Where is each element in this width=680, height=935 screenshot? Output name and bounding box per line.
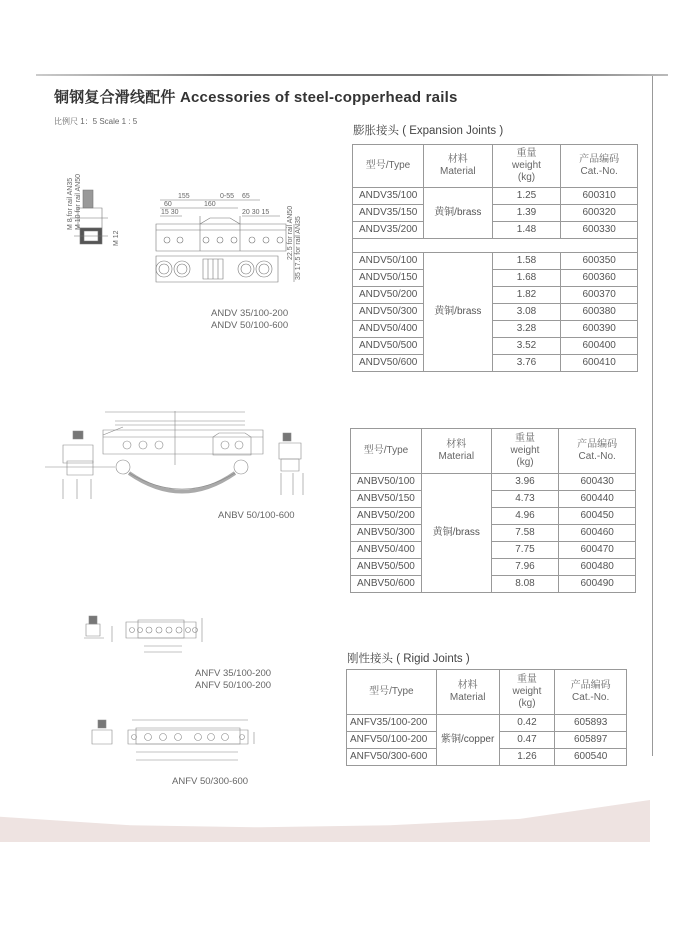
svg-text:M 10 for rail AN50: M 10 for rail AN50 [75, 173, 82, 230]
anbv-table [350, 428, 636, 593]
material-cell: 黄铜/brass [421, 474, 491, 593]
table-row: ANBV50/500 7.96 600480 [351, 559, 636, 576]
table-row: ANFV50/300-600 1.26 600540 [347, 749, 627, 766]
table-row: ANDV50/500 3.52 600400 [353, 338, 638, 355]
header-cat-no: 产品编码 Cat.-No. [559, 429, 636, 474]
header-material: 材料 Material [436, 670, 499, 715]
table-row: ANDV50/600 3.76 600410 [353, 355, 638, 372]
anfv-long-caption: ANFV 50/300-600 [172, 776, 249, 787]
table-row: ANDV35/100 黄铜/brass 1.25 600310 [353, 188, 638, 205]
svg-text:160: 160 [204, 201, 216, 208]
header-material: 材料 Material [423, 145, 492, 188]
svg-text:65: 65 [242, 193, 250, 200]
rigid-joints-title: 刚性接头 ( Rigid Joints ) [347, 653, 470, 665]
header-weight: 重量 weight (kg) [492, 145, 561, 188]
table-row: ANDV50/100 黄铜/brass 1.58 600350 [353, 253, 638, 270]
clamp-head-icon [83, 190, 93, 208]
scale-note: 比例尺 1：5 Scale 1 : 5 [54, 117, 138, 126]
header-cat-no: 产品编码 Cat.-No. [555, 670, 627, 715]
svg-text:M 8 for rail AN35: M 8 for rail AN35 [67, 177, 74, 230]
table-row: ANDV35/150 1.39 600320 [353, 205, 638, 222]
table-row: ANFV35/100-200 紫铜/copper 0.42 605893 [347, 715, 627, 732]
page-title: 铜钢复合滑线配件 Accessories of steel-copperhead rails [54, 89, 458, 106]
header-material: 材料 Material [421, 429, 491, 474]
expansion-joints-title: 膨胀接头 ( Expansion Joints ) [353, 125, 504, 137]
andv-caption: ANDV 35/100-200 ANDV 50/100-600 [211, 308, 289, 331]
table-row: ANBV50/300 7.58 600460 [351, 525, 636, 542]
table-row: ANBV50/400 7.75 600470 [351, 542, 636, 559]
header-rule [36, 74, 668, 76]
table-row: ANDV50/150 1.68 600360 [353, 270, 638, 287]
header-weight: 重量 weight (kg) [491, 429, 559, 474]
table-header-row [353, 145, 638, 188]
expansion-joints-table [352, 144, 638, 372]
header-weight: 重量 weight (kg) [499, 670, 555, 715]
table-row: ANDV50/400 3.28 600390 [353, 321, 638, 338]
svg-text:22.5 for rail AN50: 22.5 for rail AN50 [287, 205, 294, 260]
material-cell: 黄铜/brass [423, 253, 492, 372]
table-row: ANBV50/100 黄铜/brass 3.96 600430 [351, 474, 636, 491]
table-spacer-row [353, 239, 638, 253]
header-type: 型号/Type [353, 145, 424, 188]
svg-text:155: 155 [178, 193, 190, 200]
table-row: ANBV50/600 8.08 600490 [351, 576, 636, 593]
andv-technical-drawing [60, 173, 302, 300]
anfv-short-caption: ANFV 35/100-200 ANFV 50/100-200 [195, 668, 272, 691]
rigid-joints-table [346, 669, 627, 766]
svg-text:15 30: 15 30 [161, 209, 179, 216]
svg-text:60: 60 [164, 201, 172, 208]
table-row: ANBV50/150 4.73 600440 [351, 491, 636, 508]
table-header-row [351, 429, 636, 474]
svg-text:M 12: M 12 [113, 230, 120, 246]
header-cat-no: 产品编码 Cat.-No. [561, 145, 638, 188]
table-row: ANBV50/200 4.96 600450 [351, 508, 636, 525]
svg-text:35 17.5 for rail AN35: 35 17.5 for rail AN35 [295, 216, 302, 280]
table-header-row [347, 670, 627, 715]
material-cell: 黄铜/brass [423, 188, 492, 239]
page-edge-rule [652, 76, 653, 756]
anbv-caption: ANBV 50/100-600 [218, 510, 295, 521]
table-row: ANDV50/300 3.08 600380 [353, 304, 638, 321]
anfv-long-technical-drawing [88, 718, 258, 768]
table-row: ANDV50/200 1.82 600370 [353, 287, 638, 304]
anbv-technical-drawing [45, 395, 315, 500]
svg-text:0-55: 0-55 [220, 193, 235, 200]
header-type: 型号/Type [347, 670, 437, 715]
anfv-short-technical-drawing [82, 596, 207, 656]
table-row: ANFV50/100-200 0.47 605897 [347, 732, 627, 749]
material-cell: 紫铜/copper [436, 715, 499, 766]
table-row: ANDV35/200 1.48 600330 [353, 222, 638, 239]
header-type: 型号/Type [351, 429, 422, 474]
svg-text:20 30 15: 20 30 15 [242, 209, 270, 216]
